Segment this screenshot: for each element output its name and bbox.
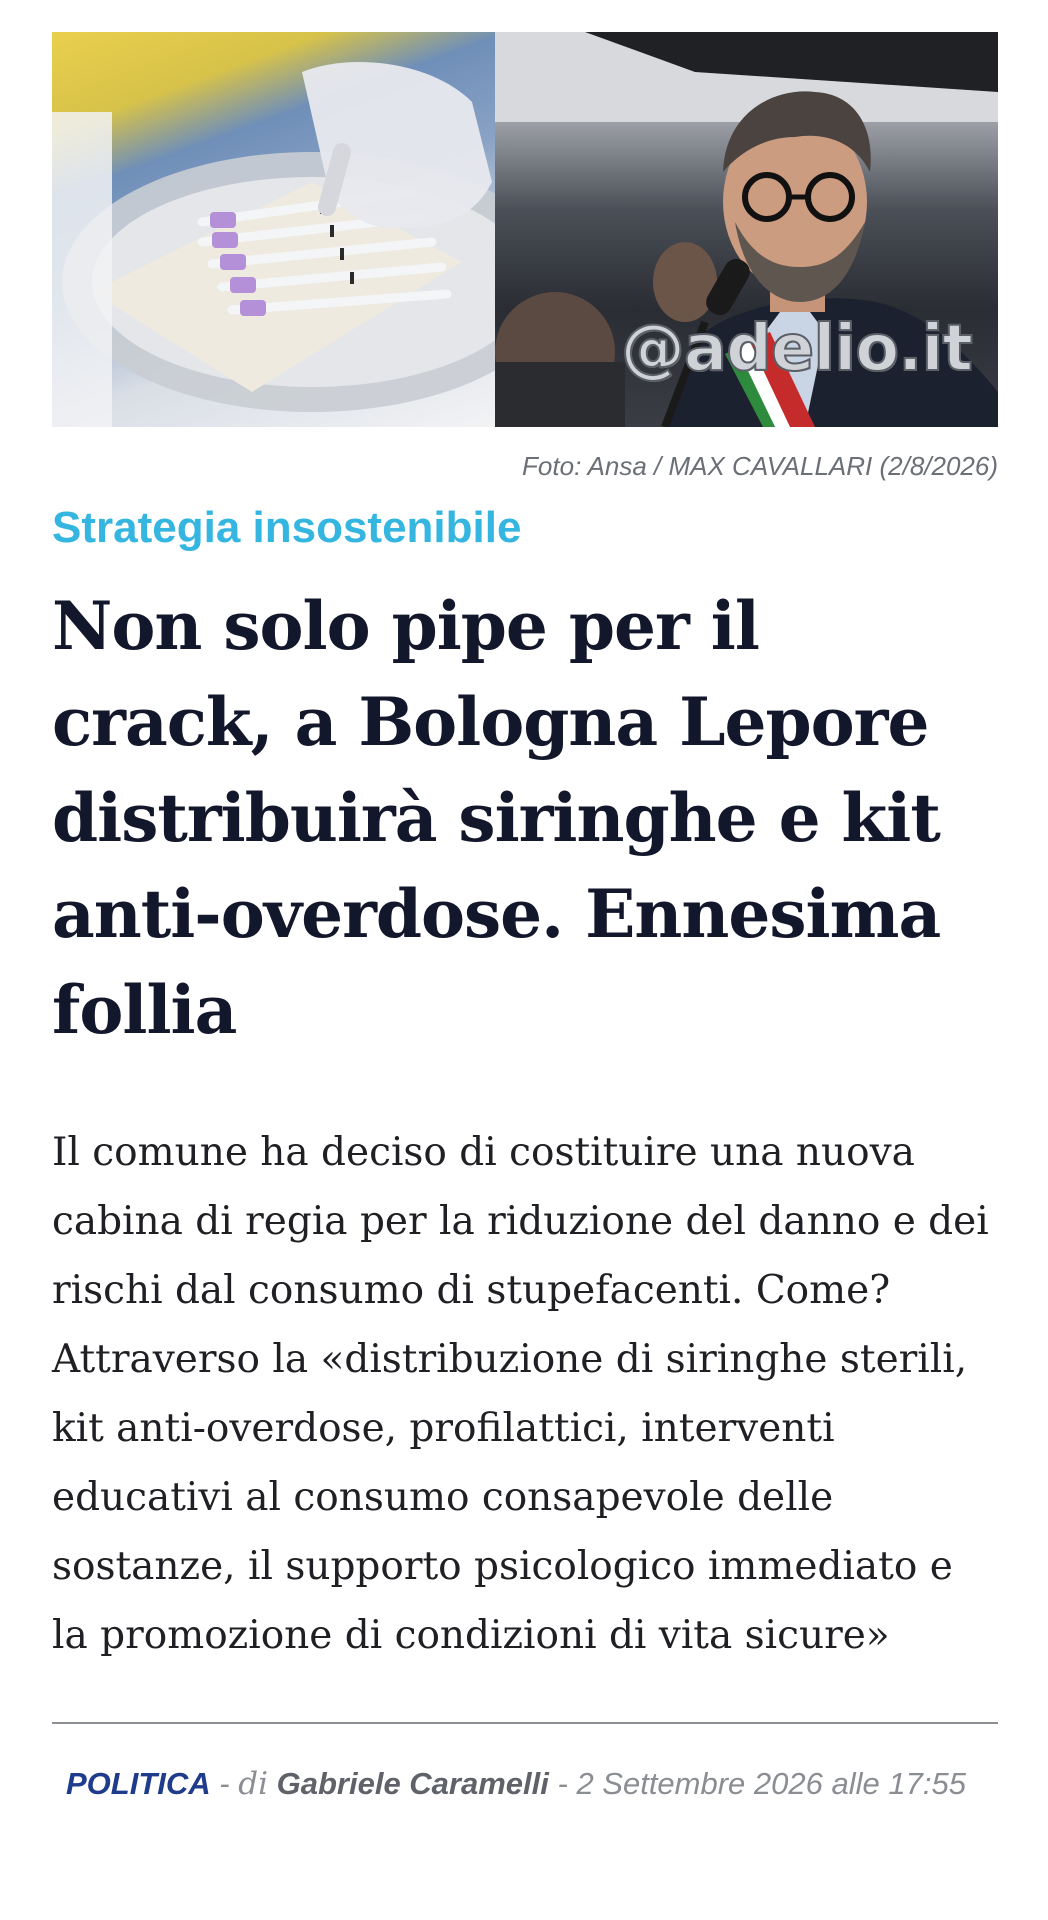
section-link[interactable]: POLITICA xyxy=(66,1766,211,1802)
publish-date: 2 Settembre 2026 alle 17:55 xyxy=(576,1766,966,1802)
photo-credit: Foto: Ansa / MAX CAVALLARI (2/8/2026) xyxy=(522,451,998,481)
byline-di: di xyxy=(238,1766,268,1803)
article xyxy=(52,32,998,1812)
author-link[interactable]: Gabriele Caramelli xyxy=(276,1766,549,1802)
article-summary: Il comune ha deciso di costituire una nuova cabina di regia per la riduzione del danno e dei rischi dal consumo di stupefacenti. Come? Attraverso la «distribuzione di siringhe sterili, kit anti-overdose, profilattici, interventi educativi al consumo consapevole delle sostanze, il supporto psicologico immediato e la promozione di condizioni di vita sicure» xyxy=(52,1130,989,1659)
article-headline[interactable]: Non solo pipe per il crack, a Bologna Lepore distribuirà siringhe e kit anti-overdose. Ennesima follia xyxy=(52,587,941,1050)
kicker-label[interactable]: Strategia insostenibile xyxy=(52,503,522,552)
divider xyxy=(52,1722,998,1724)
syringes-illustration xyxy=(52,32,495,427)
syringes-photo xyxy=(52,32,495,427)
hero-image[interactable] xyxy=(52,32,998,427)
byline xyxy=(52,1756,998,1812)
speaker-photo xyxy=(495,32,998,427)
watermark-text: @adelio.it xyxy=(620,312,972,386)
byline-separator-2: - xyxy=(548,1766,577,1802)
byline-separator: - xyxy=(210,1766,239,1802)
